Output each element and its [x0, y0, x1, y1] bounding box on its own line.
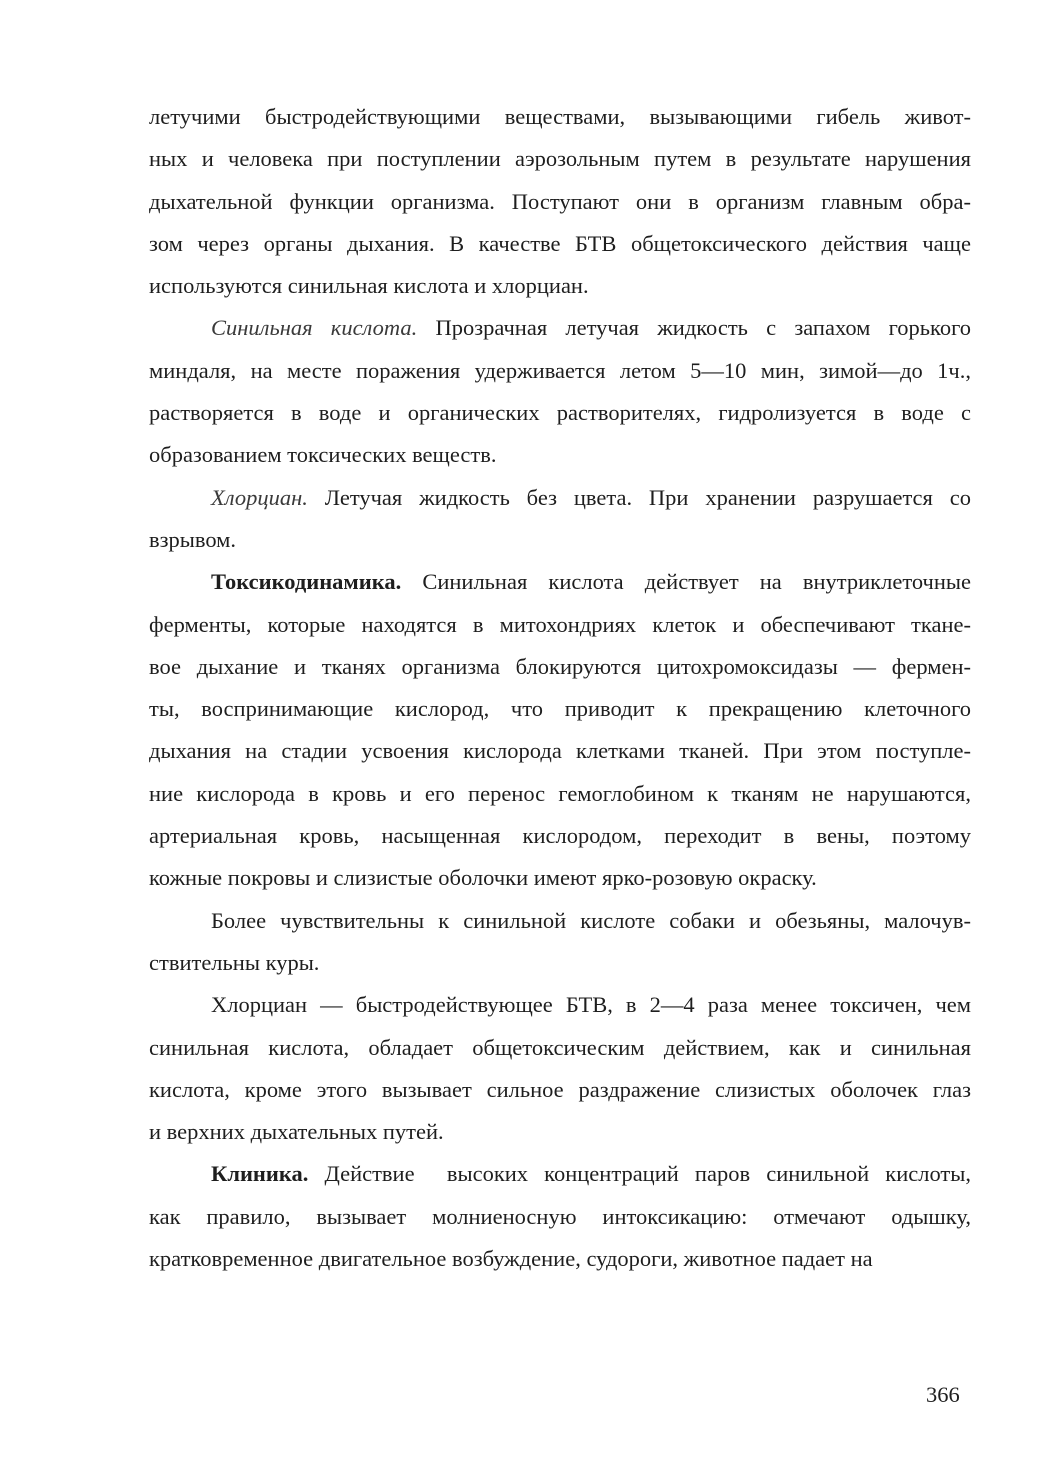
- text-run: Прозрачная летучая жидкость с запахом горького: [417, 315, 971, 341]
- text-line: растворяется в воде и органических растворителях, гидролизуется в воде с: [149, 400, 971, 426]
- text-line: ферменты, которые находятся в митохондриях клеток и обеспечивают ткане-: [149, 611, 971, 637]
- text-line: ты, воспринимающие кислород, что приводит к прекращению клеточного: [149, 696, 971, 722]
- text-line: [149, 1153, 971, 1195]
- text-run: Летучая жидкость без цвета. При хранении разрушается со: [307, 484, 971, 510]
- text-line: ствительны куры.: [149, 949, 320, 975]
- paragraph: [149, 1153, 971, 1280]
- text-line: [149, 561, 971, 603]
- text-line: образованием токсических веществ.: [149, 442, 497, 468]
- text-line: кислота, кроме этого вызывает сильное раздражение слизистых оболочек глаз: [149, 1076, 971, 1102]
- text-line: кратковременное двигательное возбуждение, судороги, животное падает на: [149, 1246, 873, 1272]
- term-hydrocyanic-acid: Синильная кислота.: [211, 315, 418, 341]
- text-line: ние кислорода в кровь и его перенос гемоглобином к тканям не нарушаются,: [149, 780, 971, 806]
- text-line: Более чувствительны к синильной кислоте собаки и обезьяны, малочув-: [211, 907, 971, 933]
- text-line: [149, 477, 971, 519]
- text-line: используются синильная кислота и хлорциан.: [149, 273, 589, 299]
- heading-toxicodynamics: Токсикодинамика.: [211, 569, 402, 595]
- text-line: летучими быстродействующими веществами, вызывающими гибель живот-: [149, 104, 971, 129]
- text-line: артериальная кровь, насыщенная кислородом, переходит в вены, поэтому: [149, 823, 971, 849]
- text-line: кожные покровы и слизистые оболочки имеют ярко-розовую окраску.: [149, 865, 817, 891]
- text-run: Действие высоких концентраций паров синильной кислоты,: [308, 1161, 971, 1187]
- text-line: как правило, вызывает молниеносную интоксикацию: отмечают одышку,: [149, 1203, 971, 1229]
- paragraph: [149, 477, 971, 562]
- paragraph: [149, 561, 971, 899]
- text-line: и верхних дыхательных путей.: [149, 1119, 444, 1145]
- text-line: [149, 307, 971, 349]
- page-body: [149, 96, 971, 1280]
- text-line: ных и человека при поступлении аэрозольным путем в результате нарушения: [149, 146, 971, 172]
- paragraph: [149, 900, 971, 985]
- text-line: Хлорциан — быстродействующее БТВ, в 2—4 раза менее токсичен, чем: [211, 992, 971, 1018]
- page-number: 366: [926, 1382, 960, 1407]
- heading-clinic: Клиника.: [211, 1161, 309, 1187]
- text-line: миндаля, на месте поражения удерживается летом 5—10 мин, зимой—до 1ч.,: [149, 357, 971, 383]
- term-cyanogen-chloride: Хлорциан.: [211, 484, 308, 510]
- paragraph: [149, 307, 971, 476]
- paragraph: [149, 984, 971, 1153]
- text-line: дыхания на стадии усвоения кислорода клетками тканей. При этом поступле-: [149, 738, 971, 764]
- text-line: взрывом.: [149, 526, 237, 552]
- text-line: вое дыхание и тканях организма блокируются цитохромоксидазы — фермен-: [149, 653, 971, 679]
- text-run: Синильная кислота действует на внутриклеточные: [401, 569, 971, 595]
- paragraph: [149, 96, 971, 307]
- text-line: дыхательной функции организма. Поступают они в организм главным обра-: [149, 188, 971, 214]
- text-line: синильная кислота, обладает общетоксическим действием, как и синильная: [149, 1034, 971, 1060]
- text-line: зом через органы дыхания. В качестве БТВ общетоксического действия чаще: [149, 230, 971, 256]
